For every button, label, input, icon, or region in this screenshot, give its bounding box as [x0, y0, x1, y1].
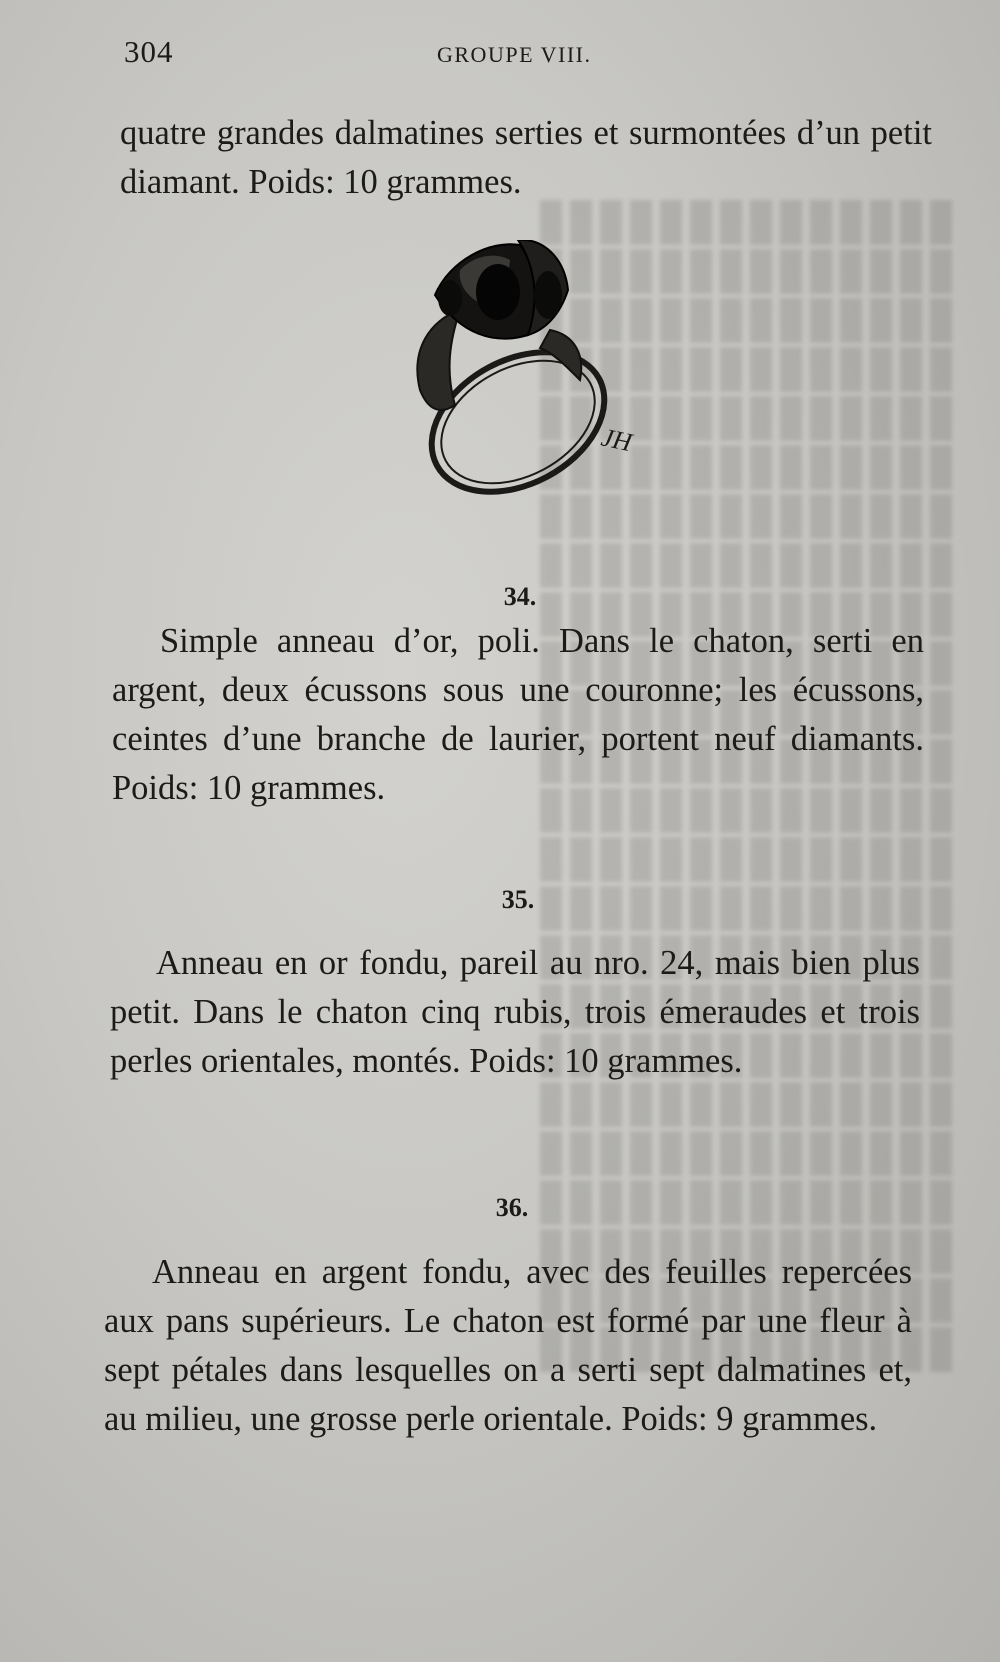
page-header	[0, 34, 1000, 74]
paragraph-item-34: Simple anneau d’or, poli. Dans le chaton, serti en argent, deux écussons sous une couronne; les écussons, ceintes d’une branche de laurier, portent neuf diamants. Poids: 10 grammes.	[112, 622, 924, 807]
paragraph-item-35: Anneau en or fondu, pareil au nro. 24, mais bien plus petit. Dans le chaton cinq rubis, trois émeraudes et trois perles orientales, montés. Poids: 10 grammes.	[110, 944, 920, 1080]
item-number-36: 36.	[495, 1193, 529, 1222]
paragraph-continuation: quatre grandes dalmatines serties et surmontées d’un petit diamant. Poids: 10 grammes.	[120, 114, 932, 201]
page-number: 304	[124, 34, 174, 69]
item-number-34: 34.	[503, 582, 537, 611]
ring-illustration	[400, 240, 660, 520]
running-head: GROUPE VIII.	[437, 42, 592, 67]
paragraph-item-36: Anneau en argent fondu, avec des feuilles repercées aux pans supérieurs. Le chaton est formé par une fleur à sept pétales dans lesquelles on a serti sept dalmatines et, au milieu, une grosse perle orientale. Poids: 9 grammes.	[104, 1253, 912, 1438]
artist-signature: JH	[598, 422, 635, 458]
item-number-35: 35.	[501, 885, 535, 914]
